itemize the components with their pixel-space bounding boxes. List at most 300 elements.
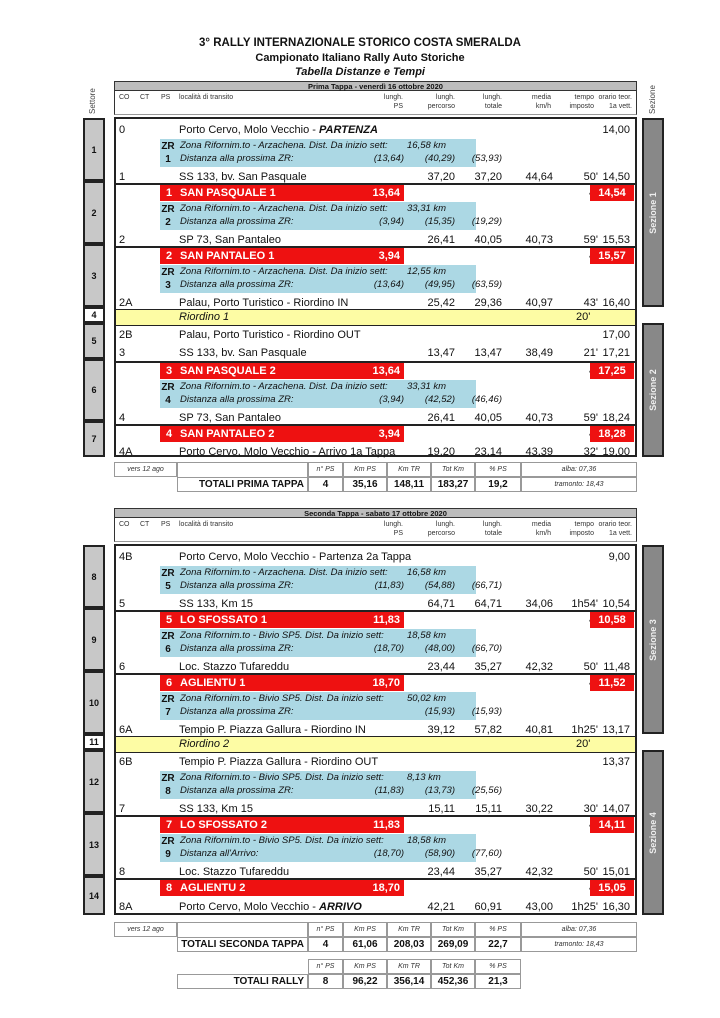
media-kmh: 43,00: [525, 901, 553, 913]
media-kmh: 30,22: [525, 803, 553, 815]
co-value: 8A: [119, 901, 133, 913]
zr-tag-text: ZR: [161, 141, 175, 152]
version-note: vers 12 ago: [114, 462, 177, 477]
co-value: 1: [119, 171, 126, 183]
championship-subtitle: Campionato Italiano Rally Auto Storiche: [255, 52, 465, 64]
zr-tag-text: ZR: [161, 631, 175, 642]
settore-box: 1: [83, 118, 105, 181]
zr-block: [160, 380, 502, 408]
lungh-percorso: 23,44: [427, 661, 455, 673]
zr-dist-perc: (42,52): [424, 394, 455, 405]
zr-dist-ps: (18,70): [373, 643, 404, 654]
zr-dist-perc: (40,29): [424, 153, 455, 164]
zr-dist-ps: (13,64): [373, 279, 404, 290]
settore-box: 10: [83, 671, 105, 734]
orario-teorico: 14,50: [602, 171, 630, 183]
zr-block: [160, 771, 502, 799]
col-lungh-totale: [483, 93, 502, 111]
orario-teorico: 16,30: [602, 901, 630, 913]
col-lungh-ps: [384, 520, 403, 538]
totals-label: TOTALI PRIMA TAPPA: [177, 477, 308, 492]
zr-block: [160, 202, 502, 230]
localita: Tempio P. Piazza Gallura - Riordino OUT: [179, 756, 379, 768]
sezione-box: [642, 545, 664, 734]
zr-km: 33,31 km: [407, 203, 447, 214]
media-kmh: 34,06: [525, 598, 553, 610]
lungh-percorso: 39,12: [427, 724, 455, 736]
zr-line2: Distanza alla prossima ZR:: [180, 394, 294, 405]
totals-value: 35,16: [343, 477, 387, 492]
col-media-1: media: [531, 521, 551, 528]
tramonto: tramonto: 18,43: [521, 477, 637, 492]
tappa2-table: [114, 544, 637, 915]
riordino-row: [116, 309, 635, 326]
zr-dist-ps: (11,83): [374, 785, 404, 796]
zr-tag: [160, 773, 176, 784]
tappa2-column-header: [114, 518, 637, 542]
zr-dist-perc: (49,95): [424, 279, 455, 290]
col-lungh-totale-1: lungh.: [482, 94, 502, 101]
zr-km: 16,58 km: [407, 140, 447, 151]
zr-line1: Zona Rifornim.to - Arzachena. Dist. Da inizio sett:: [180, 381, 388, 392]
ps-number: 2: [166, 250, 173, 262]
tempo-imposto: 50': [583, 866, 598, 878]
lungh-percorso: 26,41: [427, 412, 455, 424]
settore-box: 2: [83, 181, 105, 244]
localita: Loc. Stazzo Tufareddu: [179, 866, 290, 878]
col-lungh-percorso-1: lungh.: [435, 94, 455, 101]
zr-km: 12,55 km: [407, 266, 447, 277]
settore-box: 6: [83, 359, 105, 421]
co-value: 6A: [119, 724, 133, 736]
tempo-imposto: 30': [583, 803, 598, 815]
zr-dist-tot: (25,56): [471, 785, 502, 796]
transit-row: [116, 326, 635, 344]
zr-dist-tot: (46,46): [471, 394, 502, 405]
col-media-1: media: [531, 94, 551, 101]
orario-teorico: 14,00: [602, 124, 630, 136]
lungh-totale: 29,36: [474, 297, 502, 309]
zr-line2: Distanza alla prossima ZR:: [180, 643, 294, 654]
tempo-imposto: 32': [583, 446, 598, 458]
localita: Loc. Stazzo Tufareddu: [179, 661, 290, 673]
zr-tag: [160, 204, 176, 215]
totals-header: % PS: [475, 922, 521, 937]
lungh-totale: 40,05: [474, 412, 502, 424]
settore-box: 11: [83, 734, 105, 750]
zr-block: [160, 265, 502, 293]
lungh-totale: 15,11: [475, 803, 502, 815]
ps-orario: 15,57: [590, 248, 634, 264]
orario-teorico: 15,53: [602, 234, 630, 246]
zr-km: 18,58 km: [407, 835, 447, 846]
transit-row: [116, 898, 635, 916]
tempo-imposto: 50': [583, 171, 598, 183]
zr-line1: Zona Rifornim.to - Arzachena. Dist. Da inizio sett:: [180, 266, 388, 277]
totals-label: TOTALI RALLY: [177, 974, 308, 989]
col-tempo-1: tempo: [574, 521, 594, 528]
lungh-percorso: 19,20: [427, 446, 455, 458]
tempo-imposto: 43': [583, 297, 598, 309]
totals-value: 148,11: [387, 477, 431, 492]
totals-value: 96,22: [343, 974, 387, 989]
localita: SP 73, San Pantaleo: [179, 234, 281, 246]
orario-teorico: 9,00: [608, 551, 630, 563]
localita: SS 133, bv. San Pasquale: [179, 347, 307, 359]
tempo-imposto: 1h54': [571, 598, 598, 610]
zr-number: 1: [165, 154, 171, 165]
col-lungh-ps-1: lungh.: [383, 94, 403, 101]
col-tempo: [569, 520, 594, 538]
co-value: 6: [119, 661, 126, 673]
version-note: vers 12 ago: [114, 922, 177, 937]
totals-header: Tot Km: [431, 959, 475, 974]
zr-line1: Zona Rifornim.to - Arzachena. Dist. Da inizio sett:: [180, 203, 388, 214]
ps-orario: 18,28: [590, 426, 634, 442]
ps-km: 3,94: [378, 250, 400, 262]
tappa1-table: [114, 117, 637, 457]
ps-name: SAN PANTALEO 1: [180, 250, 275, 262]
col-media-2: km/h: [535, 530, 551, 537]
riordino-label: Riordino 2: [179, 738, 230, 750]
zr-dist-perc: (13,73): [424, 785, 455, 796]
media-kmh: 38,49: [525, 347, 553, 359]
zr-tag-text: ZR: [161, 568, 175, 579]
transit-row: [116, 121, 635, 139]
zr-dist-perc: (54,88): [424, 580, 455, 591]
zr-tag-text: ZR: [161, 267, 175, 278]
media-kmh: 43,39: [525, 446, 553, 458]
settore-header: Settore: [88, 88, 97, 114]
totals-value: 8: [308, 974, 343, 989]
co-value: 2: [119, 234, 126, 246]
zr-dist-perc: (15,35): [424, 216, 455, 227]
zr-tag-text: ZR: [161, 204, 175, 215]
tappa1-title: Prima Tappa - venerdì 16 ottobre 2020: [114, 81, 637, 91]
orario-teorico: 13,17: [602, 724, 630, 736]
zr-line2: Distanza alla prossima ZR:: [180, 216, 294, 227]
media-kmh: 40,73: [525, 234, 553, 246]
tappa1-column-header: [114, 91, 637, 115]
co-value: 5: [119, 598, 126, 610]
zr-tag-text: ZR: [161, 836, 175, 847]
tempo-imposto: 50': [583, 661, 598, 673]
ps-orario: 15,05: [590, 880, 634, 896]
zr-dist-perc: (58,90): [424, 848, 455, 859]
col-orario-1: orario teor.: [598, 94, 632, 101]
col-localita: località di transito: [179, 94, 234, 101]
co-value: 4A: [119, 446, 133, 458]
lungh-percorso: 26,41: [427, 234, 455, 246]
tempo-imposto: 59': [583, 412, 598, 424]
totals-value: 4: [308, 937, 343, 952]
totals-header: Km PS: [343, 922, 387, 937]
col-tempo-2: imposto: [569, 103, 594, 110]
settore-box: 12: [83, 750, 105, 813]
totals-spacer: [177, 462, 308, 477]
alba: alba: 07,36: [521, 462, 637, 477]
co-value: 0: [119, 124, 126, 136]
col-orario: [599, 93, 632, 111]
totals-value: 4: [308, 477, 343, 492]
sezione-box: [642, 118, 664, 307]
localita: Porto Cervo, Molo Vecchio - Partenza 2a Tappa: [179, 551, 412, 563]
zr-block: [160, 834, 502, 862]
tempo-imposto: 21': [583, 347, 598, 359]
zr-line1: Zona Rifornim.to - Bivio SP5. Dist. Da inizio sett:: [180, 772, 384, 783]
totals-value: 21,3: [475, 974, 521, 989]
localita: [179, 121, 378, 139]
zr-line2: Distanza alla prossima ZR:: [180, 279, 294, 290]
col-tempo: [569, 93, 594, 111]
zr-number: 3: [165, 280, 171, 291]
zr-number: 6: [165, 644, 171, 655]
co-value: 6B: [119, 756, 133, 768]
totals-header: Km TR: [387, 462, 431, 477]
zr-block: [160, 629, 502, 657]
col-ps: PS: [161, 94, 171, 101]
totals-header: Km PS: [343, 462, 387, 477]
ps-km: 13,64: [372, 187, 400, 199]
zr-number: 5: [165, 581, 171, 592]
ps-orario: 11,52: [590, 675, 634, 691]
zr-km: 33,31 km: [407, 381, 447, 392]
settore-box: 5: [83, 323, 105, 359]
media-kmh: 40,81: [525, 724, 553, 736]
ps-bar: [160, 675, 404, 691]
zr-number: 7: [165, 707, 171, 718]
lungh-percorso: 13,47: [427, 347, 455, 359]
col-lungh-percorso-1: lungh.: [435, 521, 455, 528]
totals-header: n° PS: [308, 922, 343, 937]
transit-row: [116, 753, 635, 771]
orario-teorico: 15,01: [602, 866, 630, 878]
zr-tag-text: ZR: [161, 694, 175, 705]
localita-emphasis: PARTENZA: [319, 124, 378, 136]
ps-bar: [160, 248, 404, 264]
settore-box: 7: [83, 421, 105, 457]
zr-tag: [160, 631, 176, 642]
riordino-row: [116, 736, 635, 753]
zr-number: 9: [165, 849, 171, 860]
zr-number: 4: [165, 395, 171, 406]
orario-teorico: 14,07: [602, 803, 630, 815]
col-lungh-totale-2: totale: [484, 530, 502, 537]
localita-text: Porto Cervo, Molo Vecchio -: [179, 901, 320, 913]
zr-km: 8,13 km: [407, 772, 441, 783]
co-value: 4B: [119, 551, 133, 563]
ps-number: 5: [166, 614, 173, 626]
localita: Tempio P. Piazza Gallura - Riordino IN: [179, 724, 366, 736]
col-lungh-ps: [384, 93, 403, 111]
co-value: 2A: [119, 297, 133, 309]
ps-name: LO SFOSSATO 1: [180, 614, 267, 626]
zr-tag: [160, 141, 176, 152]
tempo-imposto: 1h25': [571, 901, 598, 913]
lungh-totale: 40,05: [474, 234, 502, 246]
ps-name: SAN PASQUALE 2: [180, 365, 276, 377]
zr-tag-text: ZR: [161, 773, 175, 784]
totals-label: TOTALI SECONDA TAPPA: [177, 937, 308, 952]
localita: Palau, Porto Turistico - Riordino IN: [179, 297, 349, 309]
settore-box: 3: [83, 244, 105, 307]
lungh-percorso: 15,11: [428, 803, 455, 815]
transit-row: [116, 443, 635, 461]
lungh-percorso: 25,42: [427, 297, 455, 309]
zr-number: 2: [165, 217, 171, 228]
sezione-box: [642, 323, 664, 457]
settore-box: 13: [83, 813, 105, 876]
ps-number: 7: [166, 819, 173, 831]
zr-dist-tot: (53,93): [471, 153, 502, 164]
totals-value: 452,36: [431, 974, 475, 989]
co-value: 7: [119, 803, 126, 815]
col-lungh-ps-1: lungh.: [383, 521, 403, 528]
riordino-label: Riordino 1: [179, 311, 230, 323]
col-lungh-totale: [483, 520, 502, 538]
lungh-percorso: 37,20: [427, 171, 455, 183]
orario-teorico: 17,00: [602, 329, 630, 341]
ps-km: 18,70: [372, 677, 400, 689]
sezione-header: Sezione: [648, 85, 657, 114]
lungh-percorso: 64,71: [427, 598, 455, 610]
co-value: 4: [119, 412, 126, 424]
col-lungh-percorso-2: percorso: [427, 103, 455, 110]
lungh-percorso: 42,21: [427, 901, 455, 913]
totals-value: 269,09: [431, 937, 475, 952]
totals-header: Km TR: [387, 959, 431, 974]
totals-value: 22,7: [475, 937, 521, 952]
totals-header: % PS: [475, 959, 521, 974]
zr-tag: [160, 836, 176, 847]
totals-header: Km TR: [387, 922, 431, 937]
zr-dist-tot: (19,29): [471, 216, 502, 227]
lungh-totale: 64,71: [474, 598, 502, 610]
tempo-imposto: 1h25': [571, 724, 598, 736]
zr-tag: [160, 568, 176, 579]
localita-emphasis: ARRIVO: [319, 901, 362, 913]
col-lungh-percorso-2: percorso: [427, 530, 455, 537]
ps-name: AGLIENTU 1: [180, 677, 246, 689]
totals-header: Km PS: [343, 959, 387, 974]
zr-tag: [160, 382, 176, 393]
orario-teorico: 18,24: [602, 412, 630, 424]
orario-teorico: 17,21: [602, 347, 630, 359]
settore-box: 14: [83, 876, 105, 915]
zr-line1: Zona Rifornim.to - Bivio SP5. Dist. Da inizio sett:: [180, 693, 384, 704]
ps-orario: 14,54: [590, 185, 634, 201]
col-co: CO: [119, 521, 130, 528]
zr-tag: [160, 267, 176, 278]
ps-km: 11,83: [373, 819, 400, 831]
zr-block: [160, 692, 502, 720]
totals-value: 61,06: [343, 937, 387, 952]
col-orario-2: 1a vett.: [609, 103, 632, 110]
lungh-totale: 37,20: [474, 171, 502, 183]
ps-km: 13,64: [372, 365, 400, 377]
localita: Palau, Porto Turistico - Riordino OUT: [179, 329, 361, 341]
col-tempo-2: imposto: [569, 530, 594, 537]
ps-km: 3,94: [378, 428, 400, 440]
ps-number: 1: [166, 187, 173, 199]
col-media: [532, 93, 551, 111]
zr-km: 50,02 km: [407, 693, 447, 704]
co-value: 2B: [119, 329, 133, 341]
lungh-totale: 60,91: [474, 901, 502, 913]
totals-header: n° PS: [308, 462, 343, 477]
transit-row: [116, 548, 635, 566]
zr-km: 18,58 km: [407, 630, 447, 641]
settore-box: 9: [83, 608, 105, 671]
zr-line1: Zona Rifornim.to - Bivio SP5. Dist. Da inizio sett:: [180, 630, 384, 641]
totals-header: Tot Km: [431, 922, 475, 937]
ps-orario: 10,58: [590, 612, 634, 628]
zr-block: [160, 566, 502, 594]
totals-spacer: [177, 922, 308, 937]
col-orario-1: orario teor.: [598, 521, 632, 528]
tappa2-title: Seconda Tappa - sabato 17 ottobre 2020: [114, 508, 637, 518]
col-lungh-percorso: [428, 520, 455, 538]
ps-name: SAN PASQUALE 1: [180, 187, 276, 199]
riordino-tempo: 20': [576, 311, 591, 323]
settore-box: 8: [83, 545, 105, 608]
media-kmh: 44,64: [525, 171, 553, 183]
localita: [179, 898, 362, 916]
zr-dist-ps: (13,64): [373, 153, 404, 164]
col-lungh-totale-2: totale: [484, 103, 502, 110]
ps-number: 4: [166, 428, 173, 440]
ps-bar: [160, 185, 404, 201]
orario-teorico: 10,54: [602, 598, 630, 610]
zr-line2: Distanza all'Arrivo:: [180, 848, 259, 859]
sezione-label: Sezione 3: [648, 618, 658, 661]
orario-teorico: 16,40: [602, 297, 630, 309]
ps-number: 6: [166, 677, 173, 689]
sezione-label: Sezione 2: [648, 369, 658, 411]
col-co: CO: [119, 94, 130, 101]
lungh-totale: 13,47: [474, 347, 502, 359]
zr-block: [160, 139, 502, 167]
col-lungh-totale-1: lungh.: [482, 521, 502, 528]
totals-header: n° PS: [308, 959, 343, 974]
zr-dist-perc: (15,93): [424, 706, 455, 717]
alba: alba: 07,36: [521, 922, 637, 937]
sezione-label: Sezione 1: [648, 191, 658, 234]
lungh-totale: 23,14: [474, 446, 502, 458]
zr-line2: Distanza alla prossima ZR:: [180, 580, 294, 591]
sezione-box: [642, 750, 664, 915]
localita: SS 133, Km 15: [179, 598, 253, 610]
zr-line1: Zona Rifornim.to - Bivio SP5. Dist. Da inizio sett:: [180, 835, 384, 846]
col-tempo-1: tempo: [574, 94, 594, 101]
zr-tag-text: ZR: [161, 382, 175, 393]
zr-tag: [160, 694, 176, 705]
zr-dist-ps: (3,94): [379, 394, 404, 405]
ps-number: 8: [166, 882, 173, 894]
col-ct: CT: [140, 521, 150, 528]
zr-line2: Distanza alla prossima ZR:: [180, 706, 294, 717]
totals-value: 356,14: [387, 974, 431, 989]
col-lungh-ps-2: PS: [393, 103, 403, 110]
media-kmh: 40,73: [525, 412, 553, 424]
lungh-totale: 35,27: [474, 661, 502, 673]
zr-dist-perc: (48,00): [424, 643, 455, 654]
media-kmh: 40,97: [525, 297, 553, 309]
totals-value: 208,03: [387, 937, 431, 952]
ps-orario: 17,25: [590, 363, 634, 379]
totals-header: % PS: [475, 462, 521, 477]
sezione-label: Sezione 4: [648, 811, 658, 854]
